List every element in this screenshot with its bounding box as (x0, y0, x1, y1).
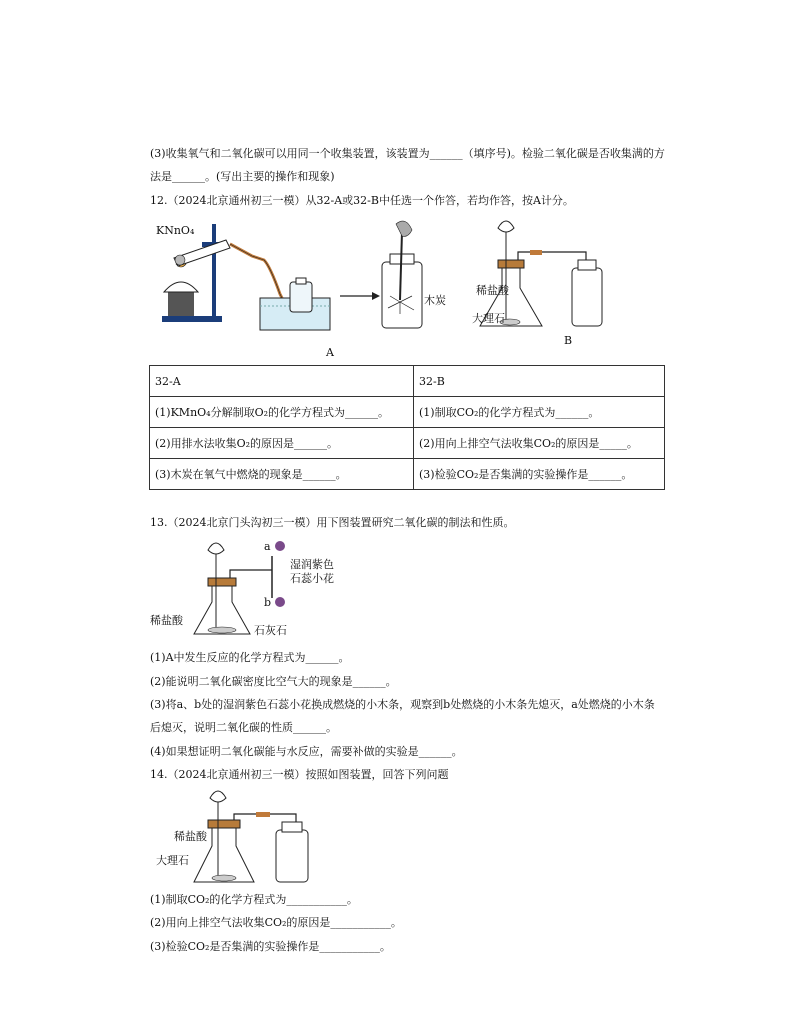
q13-funnel (208, 543, 224, 554)
q14-stem: 14.（2024北京通州初三一模）按照如图装置，回答下列问题 (150, 768, 449, 781)
q13-figure (150, 536, 390, 644)
table-row (150, 366, 665, 397)
q12-apparatus-drawing (150, 214, 620, 360)
q13-q3-line1: (3)将a、b处的湿润紫色石蕊小花换成燃烧的小木条，观察到b处燃烧的小木条先熄灭，a处燃烧的小木条 (150, 698, 655, 711)
long-neck-funnel (498, 221, 514, 232)
charcoal-label: 木炭 (424, 294, 446, 307)
q14-q1: (1)制取CO₂的化学方程式为___________。 (150, 893, 358, 906)
kmno4-label: KNnO₄ (156, 224, 195, 237)
label-a: A (326, 346, 334, 359)
q14-marble-label: 大理石 (156, 854, 189, 867)
stand-rod (212, 224, 216, 318)
table-row (150, 428, 665, 459)
label-b: B (564, 334, 573, 347)
row3-b: (3)检验CO₂是否集满的实验操作是______。 (414, 459, 665, 490)
q14-q3: (3)检验CO₂是否集满的实验操作是___________。 (150, 940, 391, 953)
q13-stem: 13.（2024北京门头沟初三一模）用下图装置研究二氧化碳的制法和性质。 (150, 516, 515, 529)
q14-collecting-bottle (276, 830, 308, 882)
q13-q4: (4)如果想证明二氧化碳能与水反应，需要补做的实验是______。 (150, 745, 463, 758)
q14-funnel (210, 791, 226, 802)
row1-a: (1)KMnO₄分解制取O₂的化学方程式为______。 (150, 397, 414, 428)
acid-label-b: 稀盐酸 (476, 284, 509, 297)
burning-bottle (382, 262, 422, 328)
collecting-bottle (290, 282, 312, 312)
q13-q3-line2: 后熄灭，说明二氧化碳的性质______。 (150, 721, 337, 734)
row3-a: (3)木炭在氧气中燃烧的现象是______。 (150, 459, 414, 490)
row2-b: (2)用向上排空气法收集CO₂的原因是_____。 (414, 428, 665, 459)
label-b-small: b (264, 596, 272, 609)
burner-block (168, 292, 194, 316)
q11-part3-line1: (3)收集氧气和二氧化碳可以用同一个收集装置，该装置为______（填序号)。检验二氧化碳是否收集满的方 (150, 147, 665, 160)
q12-table (149, 365, 665, 490)
row2-a: (2)用排水法收集O₂的原因是______。 (150, 428, 414, 459)
rubber-stopper (498, 260, 524, 268)
b-collecting-bottle (572, 268, 602, 326)
flower-b (275, 597, 285, 607)
flower-label-2: 石蕊小花 (290, 572, 334, 585)
row1-b: (1)制取CO₂的化学方程式为______。 (414, 397, 665, 428)
q13-q2: (2)能说明二氧化碳密度比空气大的现象是______。 (150, 675, 397, 688)
q14-q2: (2)用向上排空气法收集CO₂的原因是___________。 (150, 916, 402, 929)
label-a-small: a (264, 540, 271, 553)
q12-figure (150, 214, 620, 360)
table-row (150, 459, 665, 490)
header-a: 32-A (150, 366, 414, 397)
q11-part3-line2: 法是______。(写出主要的操作和现象) (150, 170, 335, 183)
q14-acid-label: 稀盐酸 (174, 830, 207, 843)
q12-stem: 12.（2024北京通州初三一模）从32-A或32-B中任选一个作答，若均作答，按A计分。 (150, 194, 574, 207)
q14-figure (150, 786, 320, 886)
alcohol-lamp (164, 282, 198, 292)
q13-stopper (208, 578, 236, 586)
table-row (150, 397, 665, 428)
q13-flask (194, 584, 250, 634)
q13-acid-label: 稀盐酸 (150, 614, 183, 627)
flower-a (275, 541, 285, 551)
header-b: 32-B (414, 366, 665, 397)
flower-label-1: 湿润紫色 (290, 558, 334, 571)
q13-delivery-tube (230, 570, 272, 578)
marble-label-b: 大理石 (472, 312, 505, 325)
q14-stopper (208, 820, 240, 828)
q13-q1: (1)A中发生反应的化学方程式为______。 (150, 651, 350, 664)
q13-limestone-label: 石灰石 (254, 624, 287, 637)
